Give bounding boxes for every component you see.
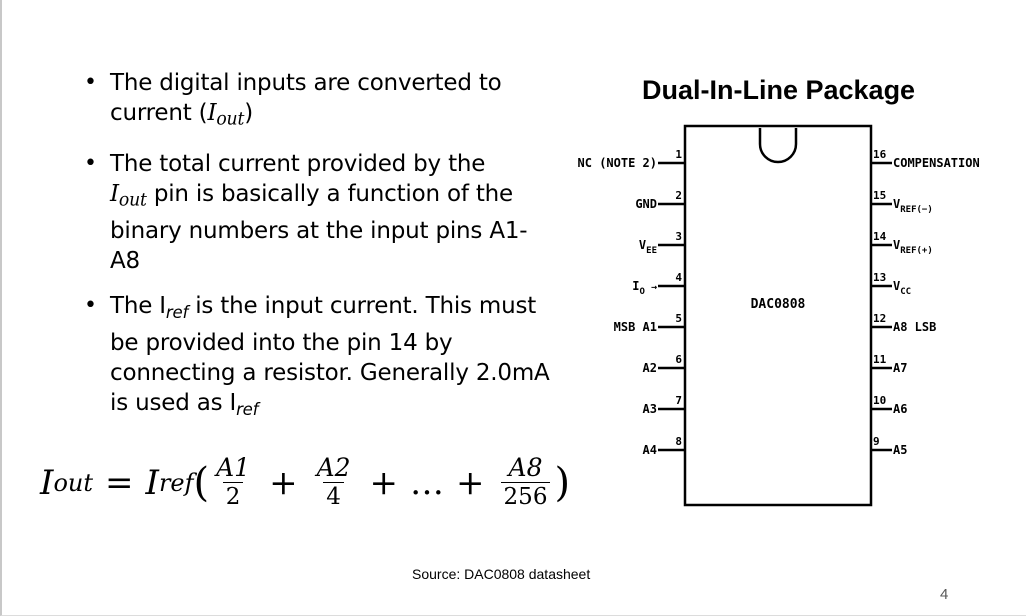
- pin-number: 12: [873, 312, 887, 325]
- math-symbol: I: [110, 181, 119, 208]
- plus-sign: +: [369, 462, 399, 503]
- bullet-item: [82, 291, 552, 425]
- page-number: 4: [940, 586, 949, 603]
- pin-number: 4: [675, 271, 682, 284]
- pin-label: A6: [893, 402, 908, 416]
- pin-label: COMPENSATION: [893, 156, 980, 170]
- bullet-text: The I: [110, 292, 166, 319]
- bullet-item: [82, 68, 552, 134]
- subscript: ref: [236, 399, 259, 419]
- pin-number: 1: [675, 148, 682, 161]
- plus-sign: +: [269, 462, 298, 503]
- open-paren: (: [193, 459, 210, 506]
- pin-number: 7: [675, 394, 682, 407]
- formula-lhs-sub: out: [53, 468, 93, 497]
- pin-label: $V_{REF(+)}$: [893, 238, 933, 256]
- pin-label: $I_O$ →: [632, 279, 657, 297]
- pin-number: 9: [873, 435, 880, 448]
- pin-number: 3: [675, 230, 682, 243]
- pin-number: 8: [675, 435, 682, 448]
- plus-sign: +: [456, 462, 485, 503]
- denominator: 4: [323, 482, 344, 511]
- chip-label: DAC0808: [750, 297, 806, 312]
- iout-formula: [40, 445, 570, 520]
- bullet-text: The digital inputs are converted to current (: [110, 70, 502, 126]
- bullet-text: The total current provided by the: [110, 151, 486, 178]
- bullet-text: ): [244, 100, 253, 126]
- pin-label: A2: [642, 361, 657, 375]
- bullet-text: pin is basically a function of the binary numbers at the input pins A1- A8: [110, 181, 528, 274]
- fraction-a1: [213, 454, 253, 511]
- pin-label: NC (NOTE 2): [577, 156, 657, 170]
- pin-label: A8 LSB: [893, 320, 937, 334]
- pin-number: 5: [675, 312, 682, 325]
- fraction-a8: [501, 454, 551, 511]
- pin-label: GND: [635, 197, 657, 211]
- bullet-list: [82, 68, 552, 440]
- source-caption: Source: DAC0808 datasheet: [412, 566, 591, 582]
- pin-number: 16: [873, 148, 887, 161]
- package-title: Dual-In-Line Package: [642, 75, 916, 105]
- close-paren: ): [554, 459, 571, 506]
- pin-number: 13: [873, 271, 887, 284]
- chip-body: [685, 126, 871, 505]
- numerator: A2: [316, 453, 351, 482]
- pin-label: $V_{CC}$: [893, 279, 912, 297]
- denominator: 256: [501, 482, 551, 511]
- formula-rhs: I: [145, 462, 159, 503]
- numerator: A8: [508, 453, 543, 482]
- equals-sign: =: [105, 462, 134, 503]
- formula-rhs-sub: ref: [158, 468, 194, 497]
- pin-number: 14: [873, 230, 887, 243]
- math-symbol: I: [207, 100, 217, 126]
- pin-label: A4: [642, 443, 657, 457]
- dip-pinout-diagram: [560, 118, 1020, 518]
- denominator: 2: [223, 482, 244, 511]
- pin-label: $V_{REF(-)}$: [893, 197, 933, 215]
- bullet-text: is the input current. This must be provided into the pin 14 by connecting a resistor. Generally 2.0mA is used as I: [110, 292, 550, 416]
- formula-lhs: I: [40, 462, 54, 503]
- math-subscript: out: [118, 190, 147, 211]
- pin-number: 2: [675, 189, 682, 202]
- pin-label: A5: [893, 443, 908, 457]
- pin-number: 15: [873, 189, 887, 202]
- ellipsis: …: [410, 462, 445, 503]
- pin-label: A3: [642, 402, 657, 416]
- bullet-item: [82, 149, 552, 275]
- right-pin-group: [871, 148, 980, 457]
- math-subscript: out: [216, 109, 245, 130]
- pin-label: $V_{EE}$: [638, 238, 657, 256]
- pin-number: 6: [675, 353, 682, 366]
- pin-label: MSB A1: [613, 320, 657, 334]
- pin-number: 10: [873, 394, 887, 407]
- numerator: A1: [216, 453, 251, 482]
- pin-label: A7: [893, 361, 908, 375]
- pin-number: 11: [873, 353, 887, 366]
- subscript: ref: [165, 302, 189, 322]
- fraction-a2: [314, 454, 354, 511]
- left-pin-group: [578, 148, 685, 457]
